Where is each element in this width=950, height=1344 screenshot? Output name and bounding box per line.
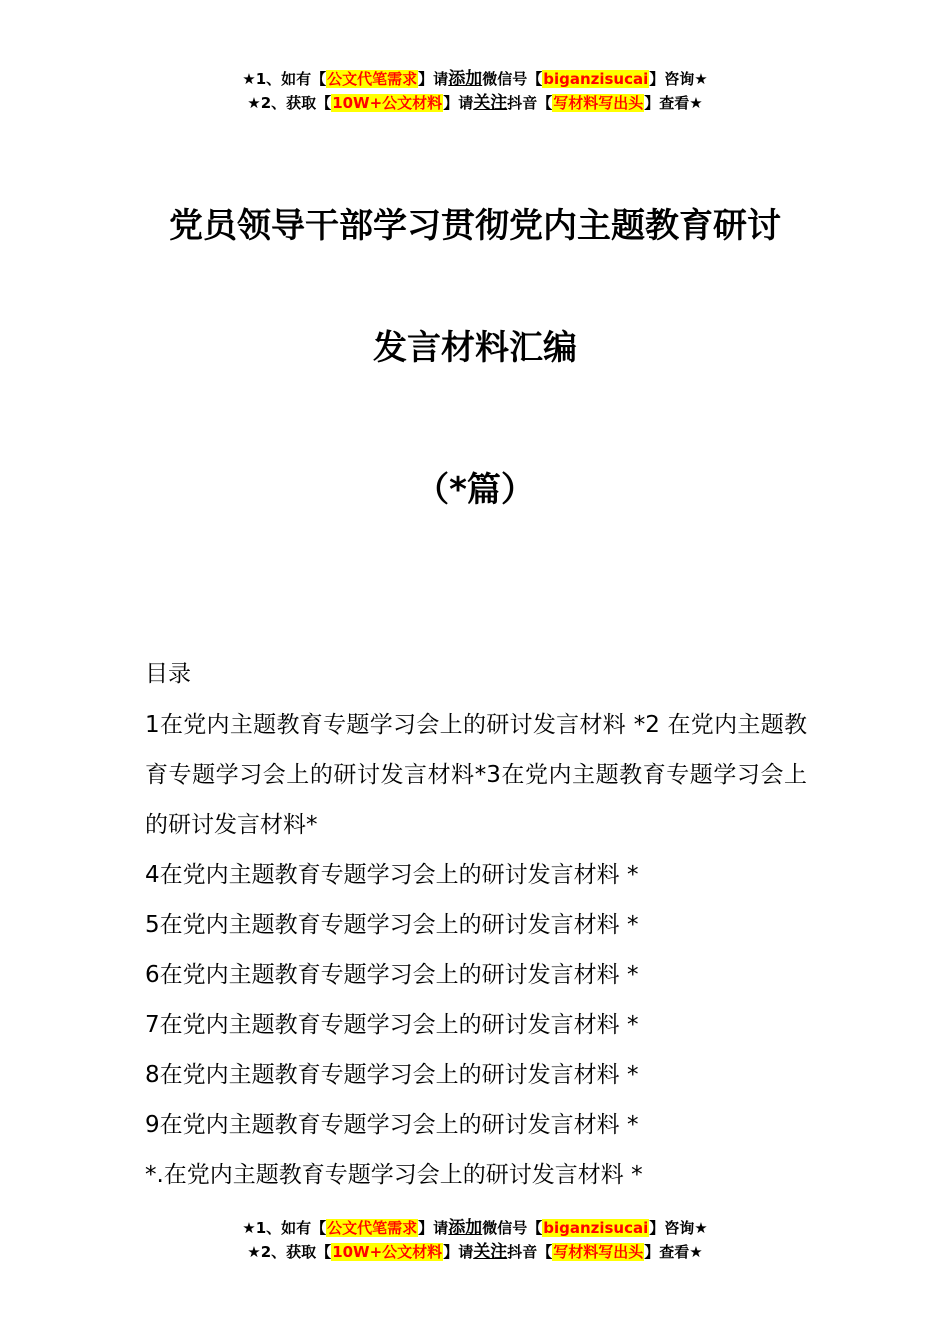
toc-item: 6在党内主题教育专题学习会上的研讨发言材料 * bbox=[145, 962, 639, 988]
banner-line-1 bbox=[0, 1216, 950, 1240]
banner-text: 】咨询★ bbox=[649, 70, 708, 88]
banner-text: 】请 bbox=[443, 1243, 474, 1261]
banner-line-2 bbox=[0, 1240, 950, 1264]
toc-item: 7在党内主题教育专题学习会上的研讨发言材料 * bbox=[145, 1012, 639, 1038]
banner-text: ★1、如有【 bbox=[242, 1219, 327, 1237]
document-title-count: （*篇） bbox=[415, 470, 535, 510]
toc-item: *.在党内主题教育专题学习会上的研讨发言材料 * bbox=[145, 1162, 643, 1188]
toc-heading: 目录 bbox=[145, 661, 191, 687]
document-title-line-2: 发言材料汇编 bbox=[373, 328, 577, 368]
banner-text: ★1、如有【 bbox=[242, 70, 327, 88]
banner-highlight-douyin: 写材料写出头 bbox=[553, 1243, 644, 1261]
banner-highlight: 10W+公文材料 bbox=[332, 94, 443, 112]
banner-highlight: 公文代笔需求 bbox=[327, 70, 418, 88]
banner-text: 】查看★ bbox=[644, 94, 703, 112]
banner-highlight: 10W+公文材料 bbox=[332, 1243, 443, 1261]
toc-item: 8在党内主题教育专题学习会上的研讨发言材料 * bbox=[145, 1062, 639, 1088]
banner-text: 】请 bbox=[418, 1219, 449, 1237]
document-title-line-1: 党员领导干部学习贯彻党内主题教育研讨 bbox=[169, 206, 781, 246]
banner-text: 】查看★ bbox=[644, 1243, 703, 1261]
banner-text: 】请 bbox=[418, 70, 449, 88]
banner-text: 抖音【 bbox=[507, 94, 553, 112]
banner-emphasis: 关注 bbox=[473, 93, 508, 113]
banner-line-2 bbox=[0, 91, 950, 115]
banner-emphasis: 添加 bbox=[448, 1218, 483, 1238]
banner-line-1 bbox=[0, 67, 950, 91]
banner-text: 抖音【 bbox=[507, 1243, 553, 1261]
toc-item: 9在党内主题教育专题学习会上的研讨发言材料 * bbox=[145, 1112, 639, 1138]
footer-banner bbox=[0, 1216, 950, 1264]
banner-text: 】请 bbox=[443, 94, 474, 112]
toc-item: 4在党内主题教育专题学习会上的研讨发言材料 * bbox=[145, 862, 639, 888]
banner-highlight-wechat: biganzisucai bbox=[543, 1219, 649, 1237]
banner-highlight: 公文代笔需求 bbox=[327, 1219, 418, 1237]
banner-highlight-wechat: biganzisucai bbox=[543, 70, 649, 88]
toc-item: 5在党内主题教育专题学习会上的研讨发言材料 * bbox=[145, 912, 639, 938]
banner-text: ★2、获取【 bbox=[247, 94, 332, 112]
banner-text: ★2、获取【 bbox=[247, 1243, 332, 1261]
header-banner bbox=[0, 67, 950, 115]
banner-text: 】咨询★ bbox=[649, 1219, 708, 1237]
banner-highlight-douyin: 写材料写出头 bbox=[553, 94, 644, 112]
banner-text: 微信号【 bbox=[482, 1219, 543, 1237]
table-of-contents bbox=[145, 652, 807, 1200]
banner-emphasis: 添加 bbox=[448, 69, 483, 89]
toc-paragraph: 1在党内主题教育专题学习会上的研讨发言材料 *2 在党内主题教育专题学习会上的研讨发言材料*3在党内主题教育专题学习会上的研讨发言材料* bbox=[145, 712, 807, 838]
banner-text: 微信号【 bbox=[482, 70, 543, 88]
banner-emphasis: 关注 bbox=[473, 1242, 508, 1262]
